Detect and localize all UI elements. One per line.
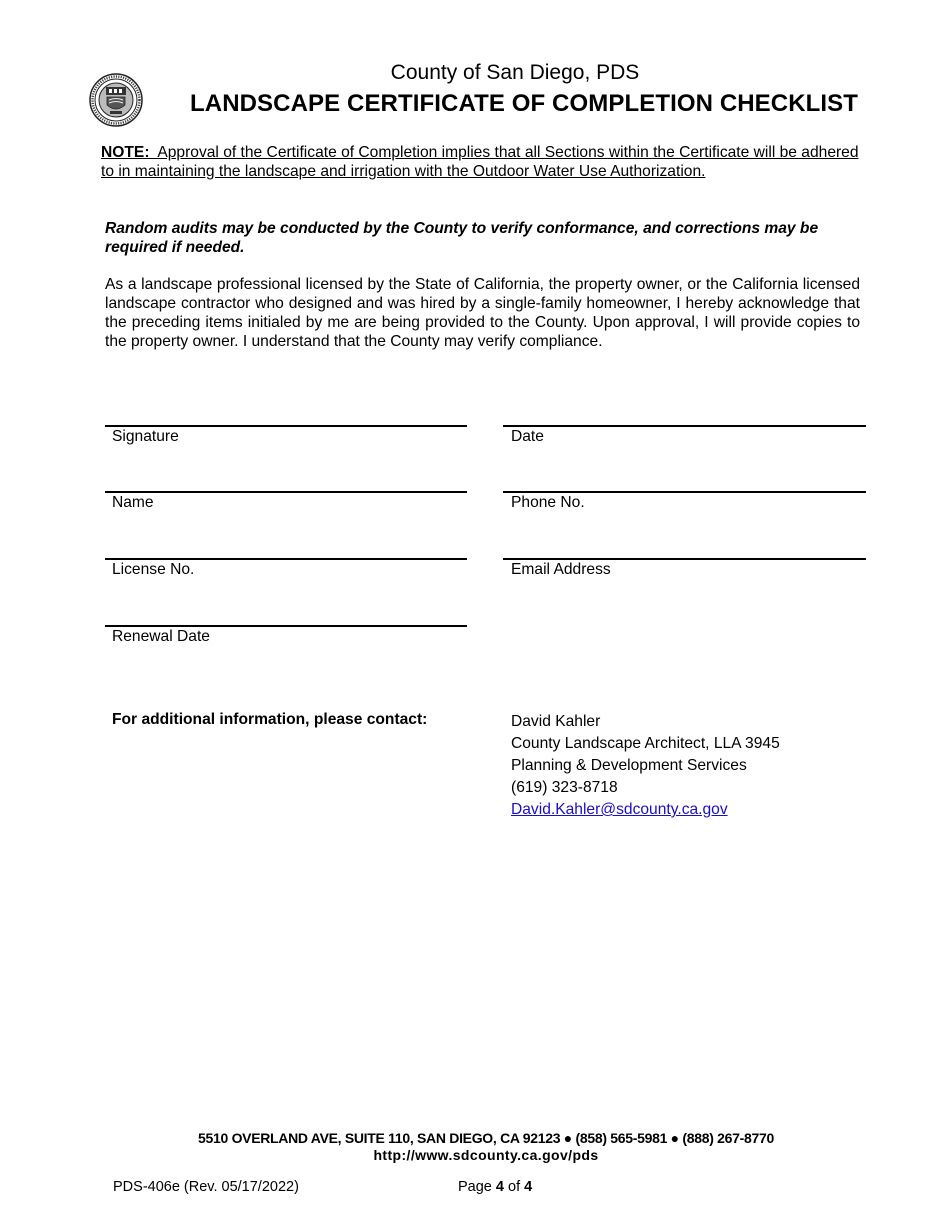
email-line[interactable] <box>503 558 866 560</box>
name-label: Name <box>112 494 154 511</box>
acknowledgement-statement: As a landscape professional licensed by the State of California, the property owner, or the California licensed landscape contractor who designed and was hired by a single-family homeowner, I hereby acknowledge that the preceding items initialed by me are being provided to the County. Upon approval, I will provide copies to the property owner. I understand that the County may verify compliance. <box>105 276 860 350</box>
phone-label: Phone No. <box>511 494 585 511</box>
license-label: License No. <box>112 561 195 578</box>
page-number <box>458 1179 532 1195</box>
page-total: 4 <box>524 1179 533 1195</box>
footer-address: 5510 OVERLAND AVE, SUITE 110, SAN DIEGO, CA 92123 ● (858) 565-5981 ● (888) 267-8770 <box>198 1130 774 1146</box>
contact-phone: (619) 323-8718 <box>511 779 618 796</box>
contact-email-link[interactable]: David.Kahler@sdcounty.ca.gov <box>511 801 728 818</box>
contact-department: Planning & Development Services <box>511 757 747 774</box>
email-label: Email Address <box>511 561 611 578</box>
footer-url: http://www.sdcounty.ca.gov/pds <box>373 1147 599 1163</box>
contact-details <box>511 711 780 821</box>
audit-notice: Random audits may be conducted by the County to verify conformance, and corrections may be required if needed. <box>105 220 819 256</box>
phone-line[interactable] <box>503 491 866 493</box>
renewal-line[interactable] <box>105 625 467 627</box>
approval-note <box>101 143 871 181</box>
page-current: 4 <box>495 1179 504 1195</box>
page-title: LANDSCAPE CERTIFICATE OF COMPLETION CHECKLIST <box>190 90 859 117</box>
note-text: Approval of the Certificate of Completion implies that all Sections within the Certificate will be adhered to in maintaining the landscape and irrigation with the Outdoor Water Use Authorization. <box>101 144 859 180</box>
page-prefix: Page <box>458 1179 492 1195</box>
contact-name: David Kahler <box>511 713 601 730</box>
signature-line[interactable] <box>105 425 467 427</box>
date-label: Date <box>511 428 544 445</box>
name-line[interactable] <box>105 491 467 493</box>
contact-title: County Landscape Architect, LLA 3945 <box>511 735 780 752</box>
renewal-label: Renewal Date <box>112 628 210 645</box>
date-line[interactable] <box>503 425 866 427</box>
note-label: NOTE: <box>101 144 150 161</box>
agency-name: County of San Diego, PDS <box>390 61 640 84</box>
form-number: PDS-406e (Rev. 05/17/2022) <box>113 1179 299 1195</box>
signature-label: Signature <box>112 428 179 445</box>
contact-heading: For additional information, please contact: <box>112 711 428 728</box>
page-of: of <box>508 1179 521 1195</box>
license-line[interactable] <box>105 558 467 560</box>
